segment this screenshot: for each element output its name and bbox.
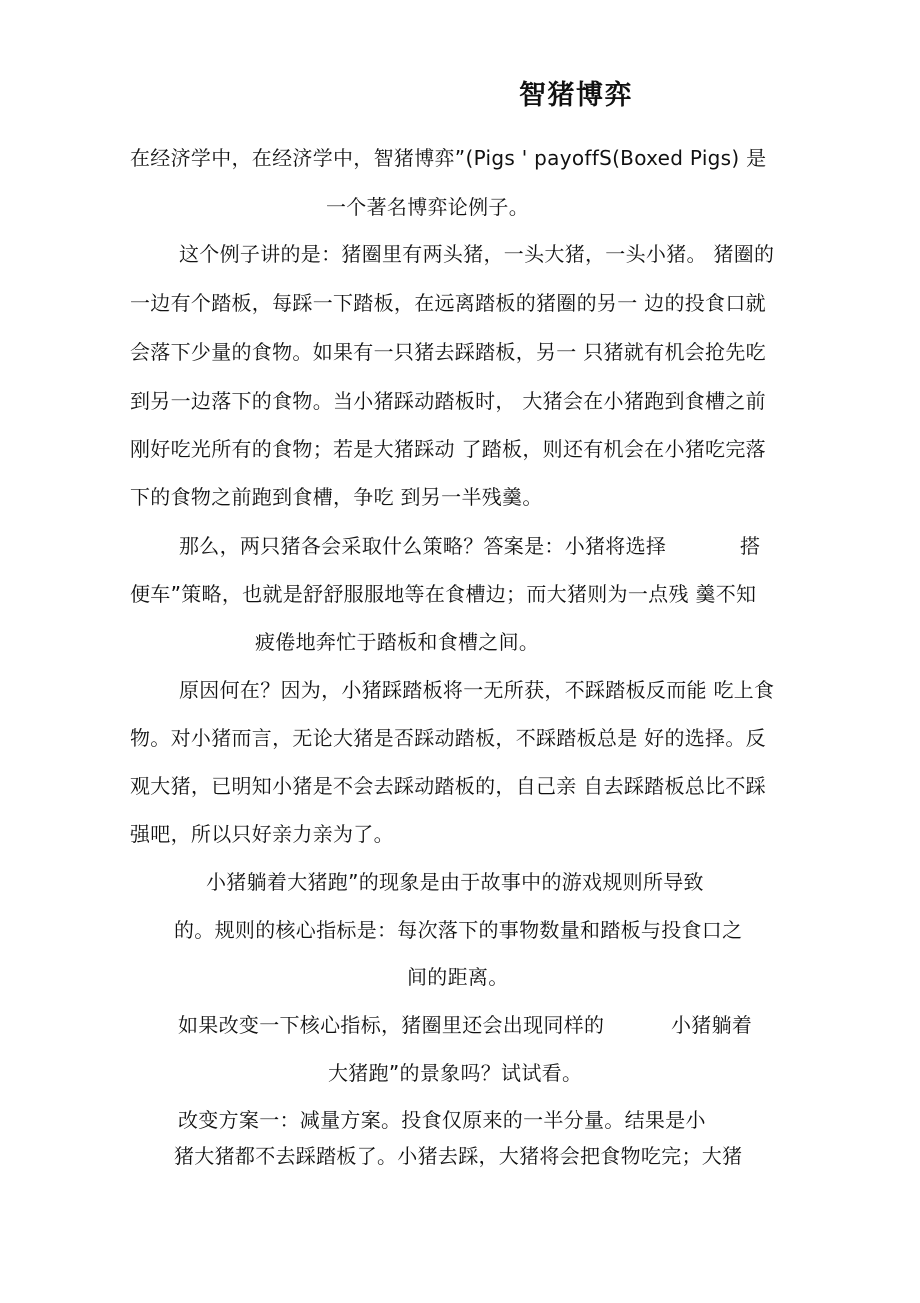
text-line: 小猪躺着大猪跑”的现象是由于故事中的游戏规则所导致 bbox=[206, 870, 704, 894]
text-line: 刚好吃光所有的食物；若是大猪踩动 了踏板，则还有机会在小猪吃完落 bbox=[130, 437, 766, 461]
text-line: 在经济学中，在经济学中，智猪博弈”(Pigs ' payoffS(Boxed Pigs) 是 bbox=[130, 146, 767, 170]
text-line: 原因何在？因为，小猪踩踏板将一无所获，不踩踏板反而能 吃上食 bbox=[179, 678, 775, 702]
text-line: 的。规则的核心指标是：每次落下的事物数量和踏板与投食口之 bbox=[174, 918, 743, 942]
text-line: 观大猪，已明知小猪是不会去踩动踏板的，自己亲 自去踩踏板总比不踩 bbox=[130, 774, 766, 798]
text-line: 疲倦地奔忙于踏板和食槽之间。 bbox=[255, 630, 540, 654]
text-line: 搭 bbox=[740, 534, 761, 558]
text-line: 到另一边落下的食物。当小猪踩动踏板时， 大猪会在小猪跑到食槽之前 bbox=[130, 389, 766, 413]
text-line: 如果改变一下核心指标，猪圈里还会出现同样的 bbox=[178, 1013, 605, 1037]
text-line: 强吧，所以只好亲力亲为了。 bbox=[130, 822, 394, 846]
text-line: 会落下少量的食物。如果有一只猪去踩踏板，另一 只猪就有机会抢先吃 bbox=[130, 340, 766, 364]
text-line: 这个例子讲的是：猪圈里有两头猪，一头大猪，一头小猪。 猪圈的 bbox=[179, 242, 775, 266]
text-line: 一个著名博弈论例子。 bbox=[326, 195, 529, 219]
text-line: 物。对小猪而言，无论大猪是否踩动踏板，不踩踏板总是 好的选择。反 bbox=[130, 726, 766, 750]
text-line: 改变方案一：减量方案。投食仅原来的一半分量。结果是小 bbox=[178, 1108, 706, 1132]
page-title: 智猪博弈 bbox=[519, 80, 633, 111]
text-line: 下的食物之前跑到食槽，争吃 到另一半残羹。 bbox=[130, 485, 543, 509]
text-line: 那么，两只猪各会采取什么策略？答案是：小猪将选择 bbox=[179, 534, 667, 558]
text-line: 便车”策略，也就是舒舒服服地等在食槽边；而大猪则为一点残 羹不知 bbox=[130, 582, 757, 606]
text-line: 大猪跑”的景象吗？试试看。 bbox=[328, 1061, 583, 1085]
text-line: 猪大猪都不去踩踏板了。小猪去踩，大猪将会把食物吃完；大猪 bbox=[174, 1144, 743, 1168]
text-line: 小猪躺着 bbox=[671, 1013, 753, 1037]
text-line: 间的距离。 bbox=[407, 965, 509, 989]
text-line: 一边有个踏板，每踩一下踏板，在远离踏板的猪圈的另一 边的投食口就 bbox=[130, 291, 766, 315]
